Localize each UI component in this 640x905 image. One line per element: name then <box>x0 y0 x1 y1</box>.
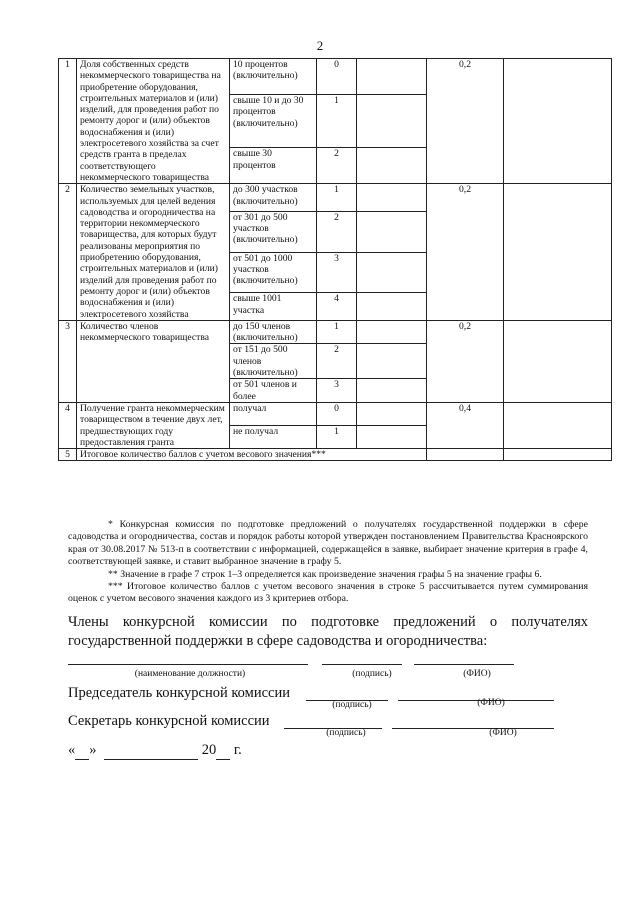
footnote-1: * Конкурсная комиссия по подготовке предложений о получателях государственной поддержки в сфере садоводства и огородничества, состав и порядок работы которой утвержден постановлением Правительства Красноярского края от 30.08.2017 № 513-п в соответствии с информацией, содержащейся в заявке, выбирает значение критерия в графе 4, соответствующей заявке, и ставит выбранное значение в графу 5. <box>68 519 588 568</box>
selected-value-cell <box>357 402 427 425</box>
position-caption: (наименование должности) <box>134 669 246 679</box>
option-label: свыше 10 и до 30 процентов (включительно) <box>230 95 317 148</box>
selected-value-cell <box>357 379 427 403</box>
option-score: 1 <box>317 95 357 148</box>
total-label: Итоговое количество баллов с учетом весового значения*** <box>77 449 427 461</box>
selected-value-cell <box>357 211 427 252</box>
table-row <box>59 320 612 344</box>
selected-value-cell <box>357 320 427 344</box>
date-year-blank <box>216 742 230 760</box>
option-score: 1 <box>317 320 357 344</box>
date-year-prefix: 20 <box>201 742 217 758</box>
signature-caption: (подпись) <box>352 669 392 679</box>
total-weight-cell <box>427 449 504 461</box>
option-label: от 151 до 500 членов (включительно) <box>230 344 317 379</box>
position-line <box>68 664 308 665</box>
option-score: 2 <box>317 344 357 379</box>
secretary-signature-caption: (подпись) <box>326 728 366 738</box>
total-row <box>59 449 612 461</box>
option-label: до 300 участков (включительно) <box>230 184 317 212</box>
selected-value-cell <box>357 184 427 212</box>
weight-value: 0,2 <box>427 320 504 402</box>
selected-value-cell <box>357 95 427 148</box>
option-score: 0 <box>317 59 357 95</box>
selected-value-cell <box>357 252 427 293</box>
total-row-number: 5 <box>59 449 77 461</box>
weighted-score-cell <box>504 402 612 448</box>
option-score: 3 <box>317 252 357 293</box>
selected-value-cell <box>357 59 427 95</box>
option-label: от 501 членов и более <box>230 379 317 403</box>
row-number: 3 <box>59 320 77 402</box>
weighted-score-cell <box>504 320 612 402</box>
option-label: не получал <box>230 426 317 449</box>
criterion-name: Получение гранта некоммерческим товариществом в течение двух лет, предшествующих году предоставления гранта <box>77 402 230 448</box>
date-month-blank <box>104 742 198 760</box>
selected-value-cell <box>357 426 427 449</box>
weight-value: 0,2 <box>427 59 504 184</box>
selected-value-cell <box>357 148 427 184</box>
criterion-name: Доля собственных средств некоммерческого товарищества на приобретение оборудования, строительных материалов и (или) изделий, для проведения работ по ремонту дорог и (или) объектов водоснабжения и (или) электросетевого хозяйства за счет средств гранта в пределах соответствующего некоммерческого товарищества <box>77 59 230 184</box>
signature-line <box>322 664 402 665</box>
secretary-name-caption: (ФИО) <box>489 728 517 738</box>
selected-value-cell <box>357 293 427 321</box>
date-close-quote: » <box>89 742 97 758</box>
option-label: получал <box>230 402 317 425</box>
option-score: 1 <box>317 184 357 212</box>
criterion-name: Количество членов некоммерческого товарищества <box>77 320 230 402</box>
table-row <box>59 402 612 425</box>
option-label: 10 процентов (включительно) <box>230 59 317 95</box>
option-label: до 150 членов (включительно) <box>230 320 317 344</box>
weight-value: 0,2 <box>427 184 504 321</box>
chairman-label: Председатель конкурсной комиссии <box>68 685 290 701</box>
criterion-name: Количество земельных участков, используемых для целей ведения садоводства и огородничества на территории некоммерческого товарищества, для которых будут реализованы мероприятия по приобретению оборудования, строительных материалов и (или) изделий для проведения работ по ремонту дорог и (или) объектов водоснабжения и (или) электросетевого хозяйства <box>77 184 230 321</box>
footnotes <box>68 519 588 606</box>
secretary-name-line <box>392 728 554 729</box>
option-score: 2 <box>317 211 357 252</box>
option-score: 1 <box>317 426 357 449</box>
option-score: 0 <box>317 402 357 425</box>
footnote-2: ** Значение в графе 7 строк 1–3 определяется как произведение значения графы 5 на значение графы 6. <box>108 568 542 580</box>
chairman-name-caption: (ФИО) <box>477 698 505 708</box>
members-title: Члены конкурсной комиссии по подготовке предложений о получателях государственной поддержки в сфере садоводства и огородничества: <box>68 614 588 649</box>
option-label: свыше 1001 участка <box>230 293 317 321</box>
name-caption: (ФИО) <box>463 669 491 679</box>
footnote-3: *** Итоговое количество баллов с учетом весового значения в строке 5 рассчитывается путем суммирования оценок с учетом весового значения каждого из 3 критериев отбора. <box>68 581 588 605</box>
row-number: 4 <box>59 402 77 448</box>
criteria-table <box>58 58 612 461</box>
row-number: 2 <box>59 184 77 321</box>
option-score: 4 <box>317 293 357 321</box>
table-row <box>59 59 612 95</box>
date-open-quote: « <box>68 742 76 758</box>
table-row <box>59 184 612 212</box>
weighted-score-cell <box>504 184 612 321</box>
secretary-label: Секретарь конкурсной комиссии <box>68 713 270 729</box>
name-line <box>414 664 514 665</box>
chairman-signature-caption: (подпись) <box>332 700 372 710</box>
page-number: 2 <box>316 38 324 53</box>
option-label: свыше 30 процентов <box>230 148 317 184</box>
option-label: от 301 до 500 участков (включительно) <box>230 211 317 252</box>
option-score: 2 <box>317 148 357 184</box>
date-day-blank <box>75 742 89 760</box>
date-line <box>68 742 242 760</box>
row-number: 1 <box>59 59 77 184</box>
weighted-score-cell <box>504 59 612 184</box>
total-score-cell <box>504 449 612 461</box>
option-label: от 501 до 1000 участков (включительно) <box>230 252 317 293</box>
weight-value: 0,4 <box>427 402 504 448</box>
date-year-suffix: г. <box>233 742 242 758</box>
selected-value-cell <box>357 344 427 379</box>
option-score: 3 <box>317 379 357 403</box>
